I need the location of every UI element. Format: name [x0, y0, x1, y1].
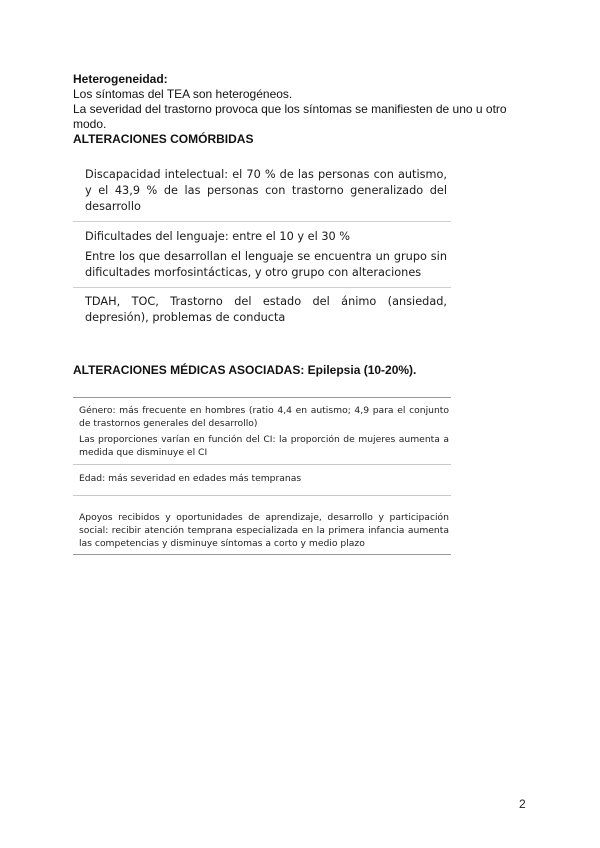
- medical-gender: Género: más frecuente en hombres (ratio 4,4 en autismo; 4,9 para el conjunto de trastornos generales del desarrollo): [79, 405, 449, 429]
- comorbid-language: Dificultades del lenguaje: entre el 10 y el 30 %: [85, 230, 351, 243]
- medical-support: Apoyos recibidos y oportunidades de aprendizaje, desarrollo y participación social: recibir atención temprana especializada en la primera infancia aumenta las competencias y disminuye síntomas a corto y medio plazo: [79, 512, 449, 549]
- table-row: [73, 398, 451, 464]
- heterogeneity-line-2: La severidad del trastorno provoca que los síntomas se manifiesten de uno u otro modo.: [73, 102, 507, 131]
- comorbid-heading: ALTERACIONES COMÓRBIDAS: [73, 132, 254, 146]
- medical-age: Edad: más severidad en edades más tempranas: [79, 473, 302, 484]
- table-row: [73, 163, 451, 221]
- comorbid-intellectual: Discapacidad intelectual: el 70 % de las personas con autismo, y el 43,9 % de las personas con trastorno generalizado del desarrollo: [85, 168, 447, 213]
- table-row: [73, 464, 451, 495]
- comorbid-tdah: TDAH, TOC, Trastorno del estado del ánimo (ansiedad, depresión), problemas de conducta: [85, 295, 447, 324]
- table-row: [73, 287, 451, 332]
- table-bottom-border: [73, 554, 451, 555]
- medical-ci: Las proporciones varían en función del CI: la proporción de mujeres aumenta a medida que disminuye el CI: [79, 434, 449, 458]
- comorbid-table: [73, 163, 451, 332]
- comorbid-language-detail: Entre los que desarrollan el lenguaje se encuentra un grupo sin dificultades morfosintácticas, y otro grupo con alteraciones: [85, 250, 447, 279]
- heterogeneity-heading: Heterogeneidad:: [73, 72, 168, 86]
- medical-table: [73, 397, 451, 555]
- medical-heading: ALTERACIONES MÉDICAS ASOCIADAS: Epilepsia (10-20%).: [73, 363, 417, 377]
- table-row: [73, 221, 451, 287]
- heterogeneity-line-1: Los síntomas del TEA son heterogéneos.: [73, 87, 293, 101]
- heterogeneity-section: [73, 72, 533, 147]
- page-number: 2: [519, 797, 526, 811]
- table-row: [73, 495, 451, 554]
